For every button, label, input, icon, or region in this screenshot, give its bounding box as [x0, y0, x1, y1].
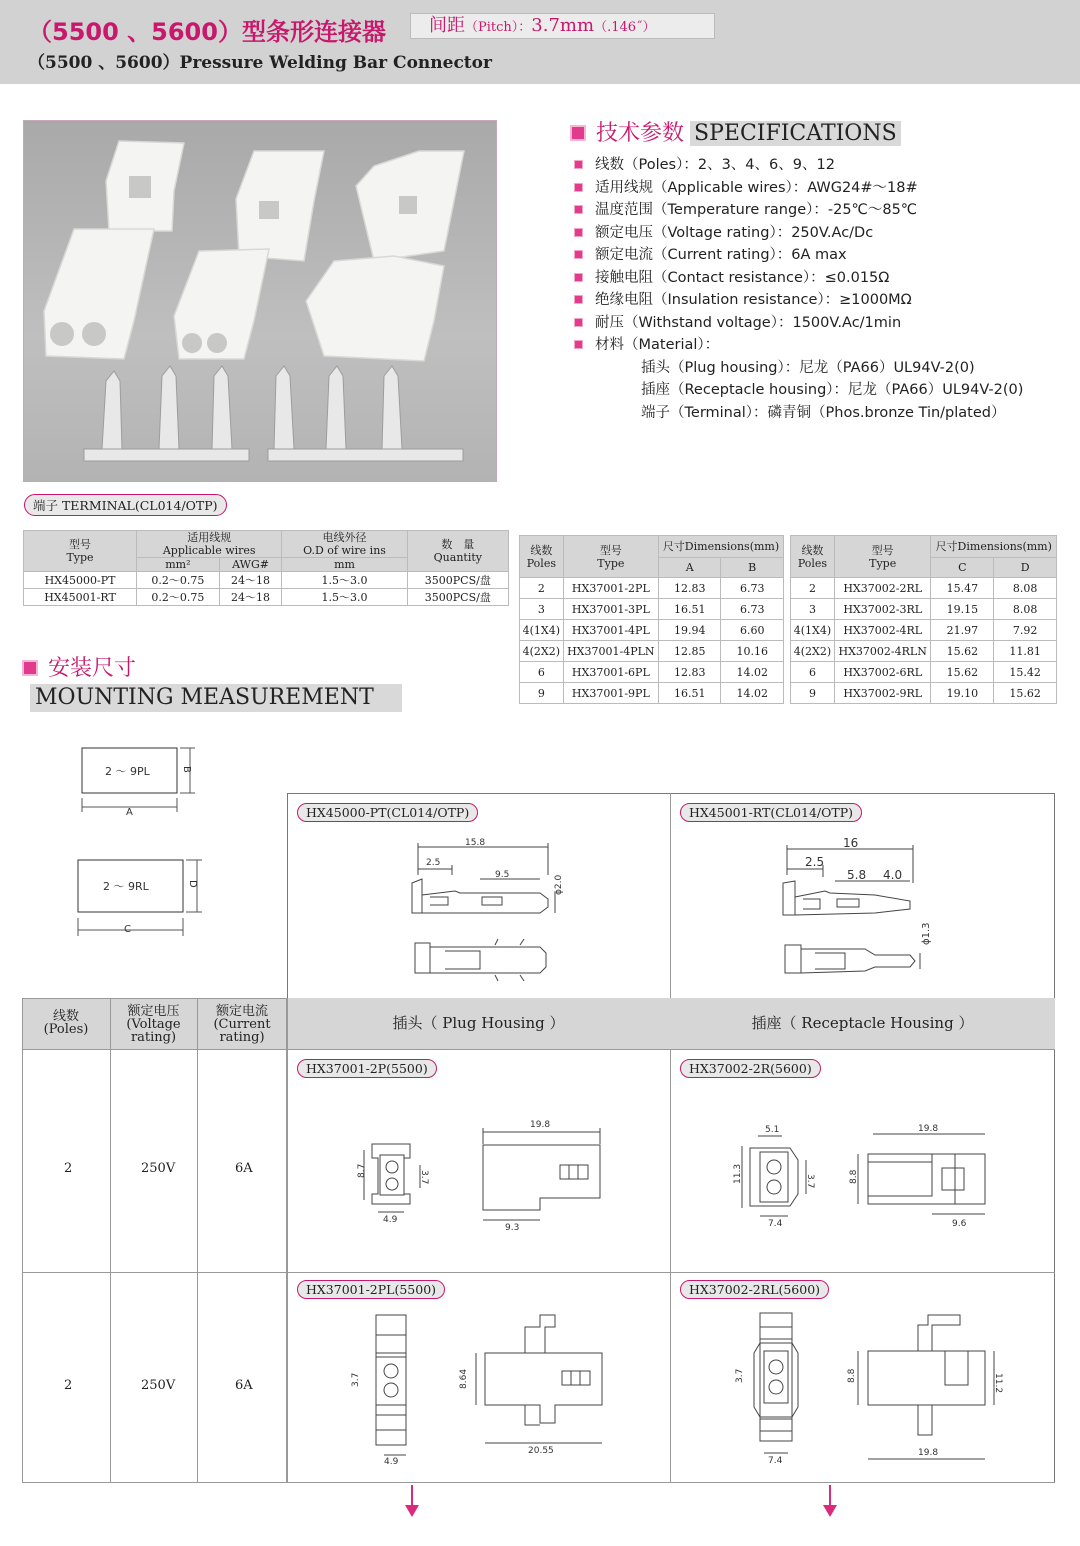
- table-row: 4(2X2) HX37002-4RLN 15.62 11.81: [791, 641, 1057, 662]
- svg-text:15.8: 15.8: [465, 838, 486, 848]
- plug-label-2: HX37001-2PL(5500): [297, 1280, 445, 1299]
- spec-item: 绝缘电阻（Insulation resistance）：≥1000MΩ: [574, 288, 1023, 311]
- bullet-icon: [574, 318, 583, 327]
- col-head-current: 额定电流 (Current rating): [213, 1004, 271, 1045]
- svg-text:16: 16: [843, 836, 859, 850]
- svg-text:2 ～ 9RL: 2 ～ 9RL: [103, 880, 149, 893]
- mounting-heading-en: MOUNTING MEASUREMENT: [30, 684, 402, 712]
- svg-text:5.1: 5.1: [765, 1125, 780, 1135]
- plug-2pl-drawing: [340, 1305, 630, 1465]
- svg-text:2 ～ 9PL: 2 ～ 9PL: [105, 765, 150, 778]
- receptacle-2rl-drawing: [720, 1305, 1020, 1465]
- col-line: [287, 998, 288, 1483]
- cell-voltage: 250V: [141, 1161, 176, 1176]
- spec-item: 额定电流（Current rating）：6A max: [574, 243, 1023, 266]
- svg-text:2.5: 2.5: [805, 855, 825, 869]
- svg-text:8.7: 8.7: [357, 1163, 367, 1178]
- plug-label-1: HX37001-2P(5500): [297, 1059, 437, 1078]
- receptacle-label-1: HX37002-2R(5600): [680, 1059, 821, 1078]
- table-row: 3 HX37002-3RL 19.15 8.08: [791, 599, 1057, 620]
- title-en: （5500 、5600）Pressure Welding Bar Connector: [28, 53, 492, 73]
- col-head-voltage: 额定电压 (Voltage rating): [126, 1004, 181, 1045]
- svg-text:2.5: 2.5: [426, 858, 441, 868]
- row-line: [22, 1272, 1055, 1273]
- spec-item: 额定电压（Voltage rating）：250V.Ac/Dc: [574, 221, 1023, 244]
- terminal-drawing-pt: [400, 835, 580, 985]
- cell-poles: 2: [64, 1378, 73, 1393]
- bullet-icon: [574, 205, 583, 214]
- svg-text:3.7: 3.7: [805, 1174, 815, 1189]
- specs-heading-en: SPECIFICATIONS: [690, 121, 901, 146]
- spec-item: 线数（Poles）：2、3、4、6、9、12: [574, 153, 1023, 176]
- title-cn: （5500 、5600）型条形连接器: [28, 18, 386, 46]
- bullet-icon: [574, 340, 583, 349]
- dimension-table-plug: 线数 Poles 型号 Type 尺寸Dimensions(mm) A B 2 HX37001-2PL 12.83 6.73 3 HX37001-3PL 16.51 6.73 4(1X4) HX37001-4PL 19.94 6.60 4(2X2) HX37001-4PLN 12.85 10.16 6 HX37001-6PL 12.83 14.02 9 HX37001-9PL 16.51 14.02: [519, 535, 784, 704]
- pitch-inch: （.146˝）: [594, 20, 656, 35]
- receptacle-label-2: HX37002-2RL(5600): [680, 1280, 829, 1299]
- cell-voltage: 250V: [141, 1378, 176, 1393]
- col-head-poles: 线数 (Poles): [43, 1009, 89, 1037]
- material-item: 插座（Receptacle housing）：尼龙（PA66）UL94V-2(0): [641, 382, 1024, 398]
- svg-text:D: D: [187, 880, 198, 888]
- svg-text:7.4: 7.4: [768, 1456, 783, 1465]
- table-row: 4(2X2) HX37001-4PLN 12.85 10.16: [520, 641, 784, 662]
- svg-text:8.8: 8.8: [849, 1169, 859, 1184]
- svg-text:3.7: 3.7: [351, 1372, 361, 1387]
- svg-text:8.64: 8.64: [459, 1368, 469, 1389]
- bullet-icon: [574, 273, 583, 282]
- table-row: 6 HX37002-6RL 15.62 15.42: [791, 662, 1057, 683]
- specs-heading-cn: 技术参数: [596, 121, 685, 146]
- table-row: HX45001-RT 0.2～0.75 24～18 1.5～3.0 3500PCS/盘: [24, 589, 509, 606]
- mounting-outline-diagram: [70, 740, 220, 940]
- down-arrow-icon: [820, 1485, 840, 1519]
- svg-text:B: B: [181, 766, 192, 773]
- material-item: 端子（Terminal）：磷青铜（Phos.bronze Tin/plated）: [641, 404, 1006, 421]
- receptacle-2r-drawing: [720, 1120, 1020, 1235]
- pitch-box: [410, 13, 715, 39]
- table-row: 2 HX37002-2RL 15.47 8.08: [791, 578, 1057, 599]
- svg-text:C: C: [124, 924, 131, 935]
- table-row: 6 HX37001-6PL 12.83 14.02: [520, 662, 784, 683]
- column-divider: [670, 793, 671, 1483]
- spec-item: 材料（Material）：: [574, 333, 1023, 356]
- bullet-square-icon: [22, 660, 38, 676]
- svg-text:A: A: [126, 807, 133, 818]
- svg-text:4.0: 4.0: [883, 868, 903, 882]
- down-arrow-icon: [402, 1485, 422, 1519]
- terminal-drawing-label-1: HX45000-PT(CL014/OTP): [297, 803, 478, 822]
- svg-text:4.9: 4.9: [384, 1457, 399, 1465]
- table-row: 4(1X4) HX37002-4RL 21.97 7.92: [791, 620, 1057, 641]
- housing-table-left: [22, 998, 287, 1483]
- dimension-table-receptacle: 线数 Poles 型号 Type 尺寸Dimensions(mm) C D 2 HX37002-2RL 15.47 8.08 3 HX37002-3RL 19.15 8.08 4(1X4) HX37002-4RL 21.97 7.92 4(2X2) HX37002-4RLN 15.62 11.81 6 HX37002-6RL 15.62 15.42 9 HX37002-9RL 19.10 15.62: [790, 535, 1057, 704]
- svg-text:11.2: 11.2: [993, 1373, 1003, 1394]
- svg-text:7.4: 7.4: [768, 1219, 783, 1229]
- plug-2p-drawing: [340, 1110, 620, 1230]
- bullet-icon: [574, 295, 583, 304]
- terminal-drawing-label-2: HX45001-RT(CL014/OTP): [680, 803, 862, 822]
- material-item: 插头（Plug housing）：尼龙（PA66）UL94V-2(0): [641, 359, 975, 376]
- pitch-label: 间距: [429, 15, 465, 36]
- spec-item: 适用线规（Applicable wires）：AWG24#～18#: [574, 176, 1023, 199]
- svg-text:3.7: 3.7: [419, 1170, 429, 1185]
- specs-heading: [570, 116, 901, 147]
- bullet-icon: [574, 183, 583, 192]
- terminal-label: 端子 TERMINAL(CL014/OTP): [24, 494, 227, 516]
- svg-text:19.8: 19.8: [918, 1448, 939, 1458]
- table-row: 3 HX37001-3PL 16.51 6.73: [520, 599, 784, 620]
- terminal-drawing-rt: [775, 835, 965, 985]
- svg-text:ϕ1.3: ϕ1.3: [921, 922, 932, 945]
- product-photo: [23, 120, 497, 482]
- terminal-table: 型号 Type 适用线规 Applicable wires 电线外径 O.D of wire ins 数 量 Quantity mm² AWG# mm HX45000-PT 0.2～0.75 24～18 1.5～3.0 3500PCS/盘 HX45001-RT 0.2～0.75 24～18 1.5～3.0 3500PCS/盘: [23, 530, 509, 606]
- table-row: 9 HX37002-9RL 19.10 15.62: [791, 683, 1057, 704]
- col-line: [197, 998, 198, 1483]
- mounting-heading: 安装尺寸: [22, 651, 136, 682]
- svg-text:4.9: 4.9: [383, 1215, 398, 1225]
- table-row: HX45000-PT 0.2～0.75 24～18 1.5～3.0 3500PCS/盘: [24, 572, 509, 589]
- connector-illustration: [24, 121, 498, 483]
- svg-text:9.6: 9.6: [952, 1219, 967, 1229]
- bullet-square-icon: [570, 125, 586, 141]
- svg-text:8.8: 8.8: [847, 1368, 857, 1383]
- col-head-plug: 插头（ Plug Housing ）: [392, 1014, 565, 1032]
- pitch-paren: （Pitch）：: [465, 20, 532, 35]
- table-row: 4(1X4) HX37001-4PL 19.94 6.60: [520, 620, 784, 641]
- svg-text:9.5: 9.5: [495, 870, 510, 880]
- svg-text:11.3: 11.3: [733, 1163, 743, 1184]
- spec-item: 温度范围（Temperature range）：-25℃～85℃: [574, 198, 1023, 221]
- svg-text:ϕ2.0: ϕ2.0: [554, 874, 564, 895]
- bullet-icon: [574, 250, 583, 259]
- cell-poles: 2: [64, 1161, 73, 1176]
- bullet-icon: [574, 160, 583, 169]
- cell-current: 6A: [235, 1161, 253, 1176]
- bullet-icon: [574, 228, 583, 237]
- svg-text:19.8: 19.8: [530, 1120, 551, 1130]
- svg-text:3.7: 3.7: [735, 1368, 745, 1383]
- cell-current: 6A: [235, 1378, 253, 1393]
- table-row: 9 HX37001-9PL 16.51 14.02: [520, 683, 784, 704]
- svg-text:19.8: 19.8: [918, 1124, 939, 1134]
- specs-list: [574, 153, 1023, 423]
- svg-text:5.8: 5.8: [847, 868, 867, 882]
- table-row: 2 HX37001-2PL 12.83 6.73: [520, 578, 784, 599]
- svg-text:20.55: 20.55: [528, 1446, 554, 1456]
- pitch-value: 3.7mm: [531, 15, 595, 36]
- col-line: [110, 998, 111, 1483]
- col-head-receptacle: 插座（ Receptacle Housing ）: [751, 1014, 974, 1032]
- spec-item: 耐压（Withstand voltage）：1500V.Ac/1min: [574, 311, 1023, 334]
- row-line: [22, 1482, 1055, 1483]
- svg-text:9.3: 9.3: [505, 1223, 520, 1230]
- spec-item: 接触电阻（Contact resistance）：≤0.015Ω: [574, 266, 1023, 289]
